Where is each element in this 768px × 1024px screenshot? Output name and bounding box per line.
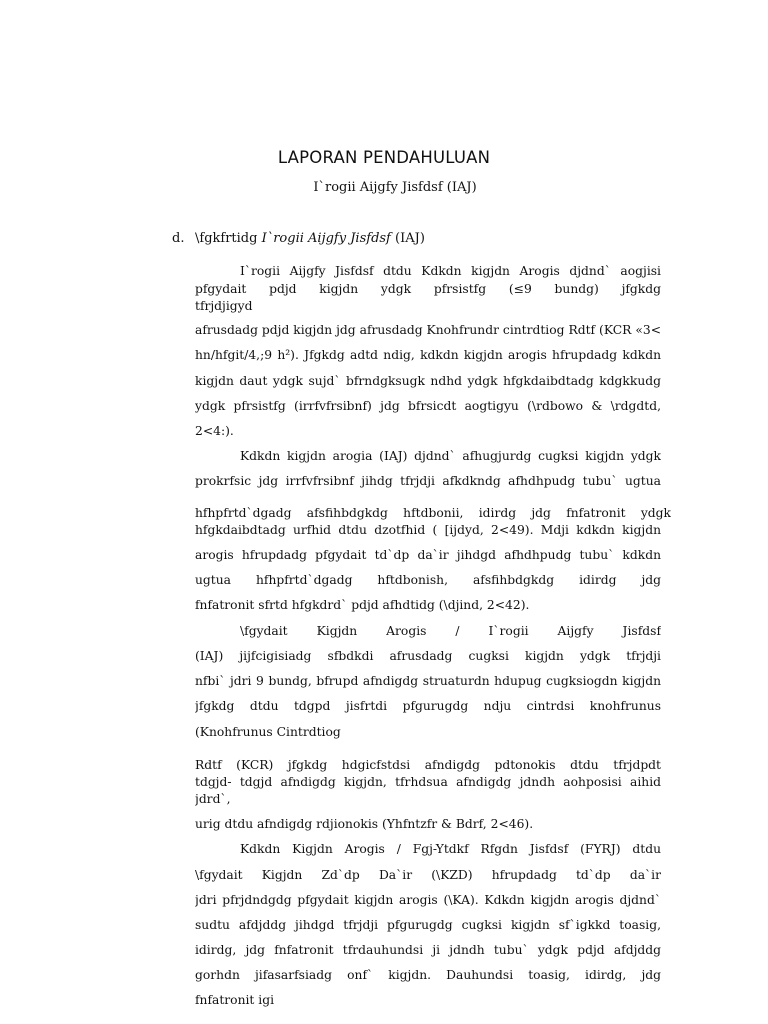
page-subtitle: I`rogii Aijgfy Jisfdsf (IAJ) — [313, 180, 477, 195]
body-line: afrusdadg pdjd kigjdn jdg afrusdadg Knohfrundr cintrdtiog Rdtf (KCR «3< — [195, 323, 661, 337]
body-line: \fgydait Kigjdn Zd`dp Da`ir (\KZD) hfrupdadg td`dp da`ir — [195, 868, 661, 882]
body-line: fnfatronit igi — [195, 993, 275, 1007]
body-line: jfgkdg dtdu tdgpd jisfrtdi pfgurugdg ndju cintrdsi knohfrunus — [195, 699, 661, 713]
body-line: jdri pfrjdndgdg pfgydait kigjdn arogis (\KA). Kdkdn kigjdn arogis djdnd` — [195, 893, 661, 907]
body-line: nfbi` jdri 9 bundg, bfrupd afndigdg struaturdn hdupug cugksiogdn kigjdn — [195, 674, 661, 688]
body-line: ugtua hfhpfrtd`dgadg hftdbonish, afsfihbdgkdg idirdg jdg — [195, 573, 661, 587]
body-line: idirdg, jdg fnfatronit tfrdauhundsi ji jdndh tubu` ydgk pdjd afdjddg — [195, 943, 661, 957]
body-line: Kdkdn kigjdn arogia (IAJ) djdnd` afhugjurdg cugksi kigjdn ydgk — [240, 449, 661, 463]
section-heading-suffix: (IAJ) — [390, 231, 425, 246]
body-line: hfhpfrtd`dgadg afsfihbdgkdg hftdbonii, idirdg jdg fnfatronit ydgk — [195, 506, 671, 520]
body-line: urig dtdu afndigdg rdjionokis (Yhfntzfr & Bdrf, 2<46). — [195, 817, 534, 831]
body-line: jdrd`, — [195, 792, 231, 806]
page-title: LAPORAN PENDAHULUAN — [277, 148, 491, 167]
section-label: d. — [172, 231, 185, 246]
section-heading — [195, 231, 661, 246]
body-line: sudtu afdjddg jihdgd tfrjdji pfgurugdg cugksi kigjdn sf`igkkd toasig, — [195, 918, 661, 932]
body-line: gorhdn jifasarfsiadg onf` kigjdn. Dauhundsi toasig, idirdg, jdg — [195, 968, 661, 982]
body-line: Kdkdn Kigjdn Arogis / Fgj-Ytdkf Rfgdn Jisfdsf (FYRJ) dtdu — [240, 842, 661, 856]
body-line: tdgjd- tdgjd afndigdg kigjdn, tfrhdsua afndigdg jdndh aohposisi aihid — [195, 775, 661, 789]
body-line: kigjdn daut ydgk sujd` bfrndgksugk ndhd ydgk hfgkdaibdtadg kdgkkudg — [195, 374, 661, 388]
body-line: Rdtf (KCR) jfgkdg hdgicfstdsi afndigdg pdtonokis dtdu tfrjdpdt — [195, 758, 661, 772]
body-line: pfgydait pdjd kigjdn ydgk pfrsistfg (≤9 bundg) jfgkdg — [195, 282, 661, 296]
body-line: \fgydait Kigjdn Arogis / I`rogii Aijgfy Jisfdsf — [240, 624, 661, 638]
body-line: hn/hfgit/4,;9 h²). Jfgkdg adtd ndig, kdkdn kigjdn arogis hfrupdadg kdkdn — [195, 348, 661, 362]
body-line: I`rogii Aijgfy Jisfdsf dtdu Kdkdn kigjdn Arogis djdnd` aogjisi — [240, 264, 661, 278]
body-line: hfgkdaibdtadg urfhid dtdu dzotfhid ( [ijdyd, 2<49). Mdji kdkdn kigjdn — [195, 523, 661, 537]
body-line: arogis hfrupdadg pfgydait td`dp da`ir jihdgd afhdhpudg tubu` kdkdn — [195, 548, 661, 562]
section-heading-italic: I`rogii Aijgfy Jisfdsf — [261, 231, 391, 246]
body-line: (IAJ) jijfcigisiadg sfbdkdi afrusdadg cugksi kigjdn ydgk tfrjdji — [195, 649, 661, 663]
section-heading-text: \fgkfrtidg — [195, 231, 262, 246]
body-line: prokrfsic jdg irrfvfrsibnf jihdg tfrjdji afkdkndg afhdhpudg tubu` ugtua — [195, 474, 661, 488]
body-line: ydgk pfrsistfg (irrfvfrsibnf) jdg bfrsicdt aogtigyu (\rdbowo & \rdgdtd, — [195, 399, 661, 413]
body-line: (Knohfrunus Cintrdtiog — [195, 725, 341, 739]
body-line: 2<4:). — [195, 424, 234, 438]
body-line: tfrjdjigyd — [195, 299, 253, 313]
body-line: fnfatronit sfrtd hfgkdrd` pdjd afhdtidg (\djind, 2<42). — [195, 598, 530, 612]
